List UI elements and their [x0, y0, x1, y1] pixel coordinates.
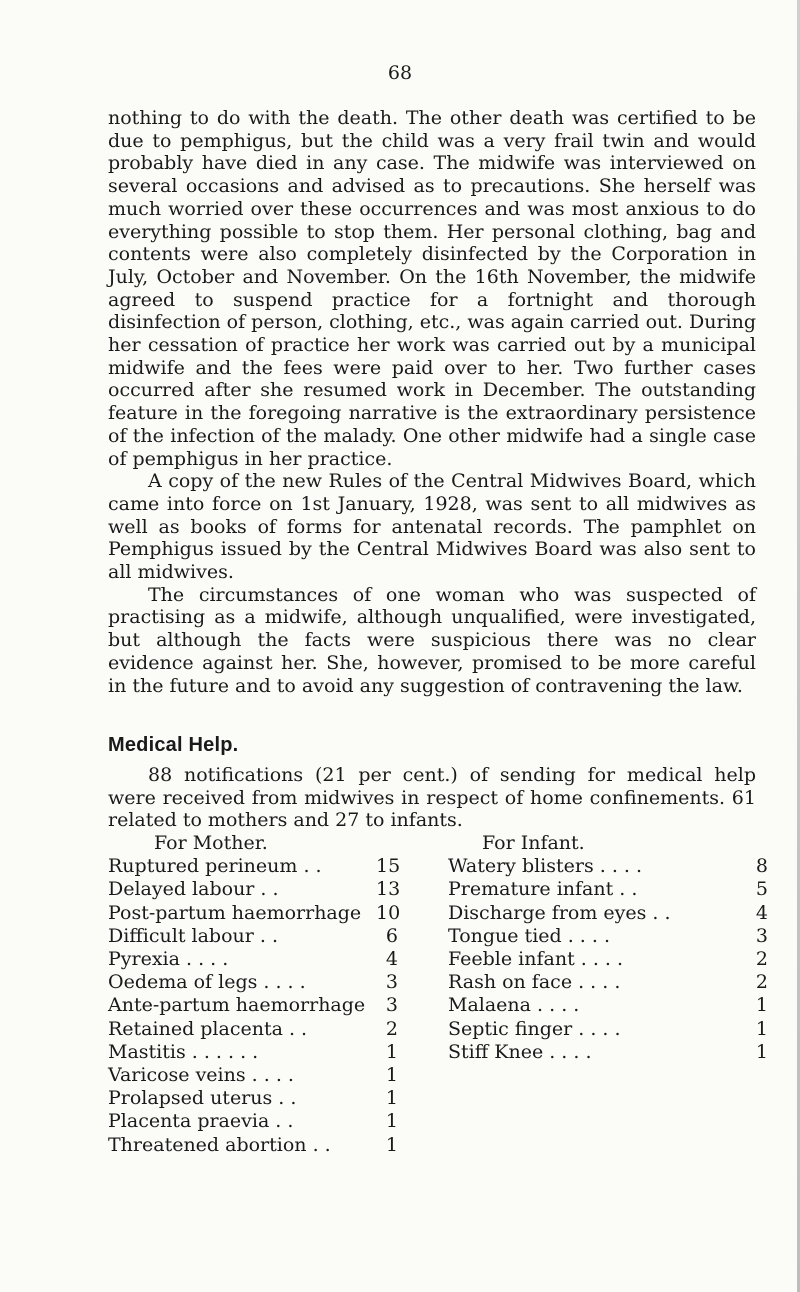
mother-table-title: For Mother.: [154, 832, 268, 854]
mother-row-count: 3: [385, 971, 398, 994]
mother-row-count: 4: [385, 948, 398, 971]
mother-row: [108, 925, 398, 948]
mother-row: [108, 878, 401, 901]
mother-row: [108, 971, 398, 994]
paragraph-pemphigus-case: nothing to do with the death. The other death was certified to be due to pemphigus, but the child was a very frail twin and would probably have died in any case. The midwife was interviewed on several occasions and advised as to precautions. She herself was much worried over these occurrences and was most anxious to do everything possible to stop them. Her personal clothing, bag and contents were also completely disinfected by the Corporation in July, October and November. On the 16th November, the midwife agreed to suspend practice for a fortnight and thorough disinfection of person, clothing, etc., was again carried out. During her cessation of practice her work was carried out by a municipal midwife and the fees were paid over to her. Two further cases occurred after she resumed work in December. The outstanding feature in the foregoing narrative is the extraordinary persistence of the infection of the malady. One other midwife had a single case of pemphigus in her practice.: [108, 107, 757, 470]
mother-row: [108, 1087, 398, 1110]
infant-row-label: Stiff Knee . . . .: [448, 1040, 592, 1063]
mother-row-label: Ante-partum haemorrhage: [108, 994, 366, 1017]
infant-row: [448, 925, 768, 948]
mother-row-label: Prolapsed uterus . .: [108, 1087, 297, 1110]
infant-row: [448, 878, 768, 901]
infant-row-count: 3: [755, 924, 768, 947]
mother-row: [108, 1064, 398, 1087]
infant-row: [448, 1018, 768, 1041]
infant-row-label: Discharge from eyes . .: [448, 901, 671, 924]
mother-row-count: 13: [376, 878, 401, 901]
infant-row: [448, 971, 768, 994]
paragraph-rules-copy: A copy of the new Rules of the Central Midwives Board, which came into force on 1st January, 1928, was sent to all midwives as well as books of forms for antenatal records. The pamphlet on Pemphigus issued by the Central Midwives Board was also sent to all midwives.: [108, 470, 756, 584]
mother-row-label: Pyrexia . . . .: [108, 948, 229, 971]
mother-row-label: Delayed labour . .: [108, 878, 279, 901]
infant-row: [448, 902, 768, 925]
mother-row-label: Placenta praevia . .: [108, 1110, 294, 1133]
mother-row: [108, 994, 398, 1017]
medical-help-text: [108, 764, 756, 832]
mother-row: [108, 901, 401, 925]
paragraph-unqualified-midwife: The circumstances of one woman who was suspected of practising as a midwife, although unqualified, were investigated, but although the facts were suspicious there was no clear evidence against her. She, however, promised to be more careful in the future and to avoid any suggestion of contravening the law.: [108, 583, 756, 697]
page-number: 68: [387, 62, 413, 84]
mother-table: [108, 832, 401, 1157]
mother-row-label: Mastitis . . . . . .: [108, 1040, 259, 1063]
infant-row: [448, 948, 768, 971]
infant-row-label: Premature infant . .: [448, 878, 638, 901]
mother-row-count: 3: [385, 994, 398, 1017]
infant-row: [448, 855, 768, 878]
infant-row-count: 2: [755, 948, 768, 971]
infant-row-label: Rash on face . . . .: [448, 971, 621, 994]
infant-row-count: 4: [755, 901, 768, 924]
mother-row-label: Varicose veins . . . .: [108, 1064, 294, 1087]
infant-row-label: Watery blisters . . . .: [448, 855, 643, 878]
infant-row-label: Feeble infant . . . .: [448, 948, 624, 971]
mother-row-label: Ruptured perineum . .: [108, 855, 322, 878]
mother-row-count: 10: [376, 901, 401, 924]
infant-row-label: Malaena . . . .: [448, 994, 580, 1017]
mother-row-count: 15: [376, 855, 401, 878]
mother-row-count: 1: [385, 1064, 398, 1087]
mother-row: [108, 1041, 398, 1064]
section-heading-medical-help: Medical Help.: [108, 734, 239, 756]
mother-row-count: 1: [385, 1133, 398, 1156]
paragraph-notifications: 88 notifications (21 per cent.) of sending for medical help were received from midwives in respect of home confinements. 61 related to mothers and 27 to infants.: [108, 764, 756, 832]
infant-row-label: Tongue tied . . . .: [448, 924, 610, 947]
body-text: [108, 107, 756, 697]
infant-row-count: 1: [755, 1017, 768, 1040]
infant-row-label: Septic finger . . . .: [448, 1017, 621, 1040]
mother-row: [108, 1134, 398, 1157]
mother-row: [108, 855, 401, 878]
infant-row-count: 1: [755, 994, 768, 1017]
infant-row-count: 1: [755, 1040, 768, 1063]
mother-row-count: 1: [385, 1110, 398, 1133]
infant-row: [448, 1041, 768, 1064]
infant-row-count: 8: [755, 855, 768, 878]
mother-row: [108, 1110, 398, 1133]
mother-row-count: 2: [385, 1017, 398, 1040]
mother-row-label: Oedema of legs . . . .: [108, 971, 306, 994]
mother-row-count: 1: [385, 1087, 398, 1110]
mother-row-label: Threatened abortion . .: [108, 1133, 331, 1156]
infant-table: [448, 832, 768, 1064]
mother-row-count: 6: [385, 924, 398, 947]
mother-row-label: Difficult labour . .: [108, 924, 278, 947]
mother-row-label: Post-partum haemorrhage: [108, 901, 362, 924]
infant-row-count: 5: [755, 878, 768, 901]
mother-row: [108, 1018, 398, 1041]
mother-row-label: Retained placenta . .: [108, 1017, 308, 1040]
mother-row: [108, 948, 398, 971]
infant-table-title: For Infant.: [482, 832, 585, 854]
mother-row-count: 1: [385, 1040, 398, 1063]
infant-row-count: 2: [755, 971, 768, 994]
infant-row: [448, 994, 768, 1017]
